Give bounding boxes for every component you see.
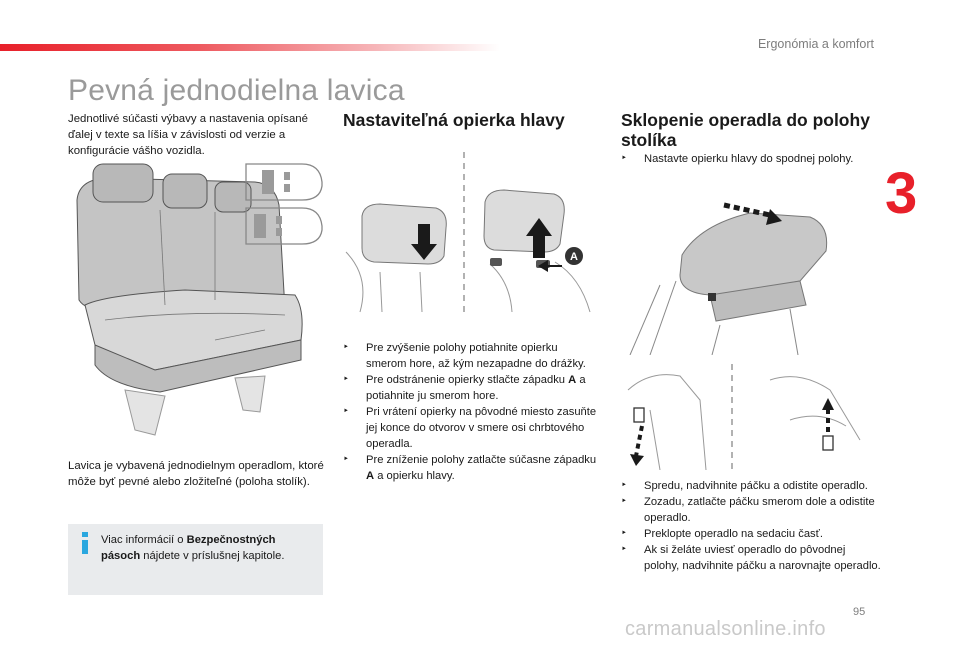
info-text-before: Viac informácií o bbox=[101, 534, 187, 546]
headrest-adjustment-illustration bbox=[340, 152, 602, 317]
list-item: ‣ Ak si želáte uviesť operadlo do pôvodnej polohy, nadvihnite páčku a narovnajte operadlo. bbox=[621, 544, 881, 572]
van-seat-layout-illustration bbox=[240, 160, 325, 248]
bullet-flag-icon: ‣ bbox=[621, 153, 627, 164]
bullet-flag-icon: ‣ bbox=[343, 406, 349, 417]
backrest-lever-illustration bbox=[620, 360, 882, 470]
list-item: ‣ Zozadu, zatlačte páčku smerom dole a odistite operadlo. bbox=[621, 496, 875, 524]
backrest-fold-illustration bbox=[620, 185, 882, 355]
intro-text: Jednotlivé súčasti výbavy a nastavenia opísané ďalej v texte sa líšia v závislosti od verzie a konfigurácie vášho vozidla. bbox=[68, 113, 308, 157]
bullet-flag-icon: ‣ bbox=[621, 480, 627, 491]
list-item: ‣ Spredu, nadvihnite páčku a odistite operadlo. bbox=[621, 480, 868, 492]
headrest-instructions-list bbox=[343, 340, 598, 484]
list-item: ‣ Pri vrátení opierky na pôvodné miesto zasuňte jej konce do otvorov v smere osi chrbtového operadla. bbox=[343, 406, 597, 450]
list-item: ‣ Preklopte operadlo na sedaciu časť. bbox=[621, 528, 823, 540]
section-header: Ergonómia a komfort bbox=[757, 37, 874, 51]
bullet-flag-icon: ‣ bbox=[343, 454, 349, 465]
watermark: carmanualsonline.info bbox=[625, 618, 826, 640]
info-box bbox=[68, 524, 323, 595]
header-accent-bar bbox=[0, 44, 500, 51]
list-item: ‣ Nastavte opierku hlavy do spodnej polohy. bbox=[621, 153, 854, 165]
list-item: ‣ Pre zníženie polohy zatlačte súčasne západku A a opierku hlavy. bbox=[343, 454, 597, 482]
list-item: ‣ Pre odstránenie opierky stlačte západku A a potiahnite ju smerom hore. bbox=[343, 374, 586, 402]
callout-a-label: A bbox=[570, 251, 578, 263]
list-item: ‣ Pre zvýšenie polohy potiahnite opierku smerom hore, až kým nezapadne do drážky. bbox=[343, 342, 586, 370]
chapter-number: 3 bbox=[885, 161, 918, 226]
info-text-after: nájdete v príslušnej kapitole. bbox=[140, 550, 285, 562]
info-text bbox=[101, 532, 316, 564]
info-text-bold: Bezpečnostných pásoch bbox=[101, 534, 276, 562]
bullet-flag-icon: ‣ bbox=[621, 544, 627, 555]
bullet-flag-icon: ‣ bbox=[343, 374, 349, 385]
fold-heading: Sklopenie operadla do polohy stolíka bbox=[621, 110, 870, 150]
bullet-flag-icon: ‣ bbox=[621, 528, 627, 539]
fold-prep-list bbox=[621, 151, 881, 167]
page-number: 95 bbox=[853, 606, 866, 618]
headrest-heading: Nastaviteľná opierka hlavy bbox=[343, 110, 565, 130]
bullet-flag-icon: ‣ bbox=[343, 342, 349, 353]
info-icon bbox=[78, 532, 92, 554]
bullet-flag-icon: ‣ bbox=[621, 496, 627, 507]
bench-description-text: Lavica je vybavená jednodielnym operadlom, ktoré môže byť pevné alebo zložiteľné (poloha stolík). bbox=[68, 460, 324, 488]
fold-instructions-list bbox=[621, 478, 881, 574]
page-title: Pevná jednodielna lavica bbox=[68, 74, 405, 107]
